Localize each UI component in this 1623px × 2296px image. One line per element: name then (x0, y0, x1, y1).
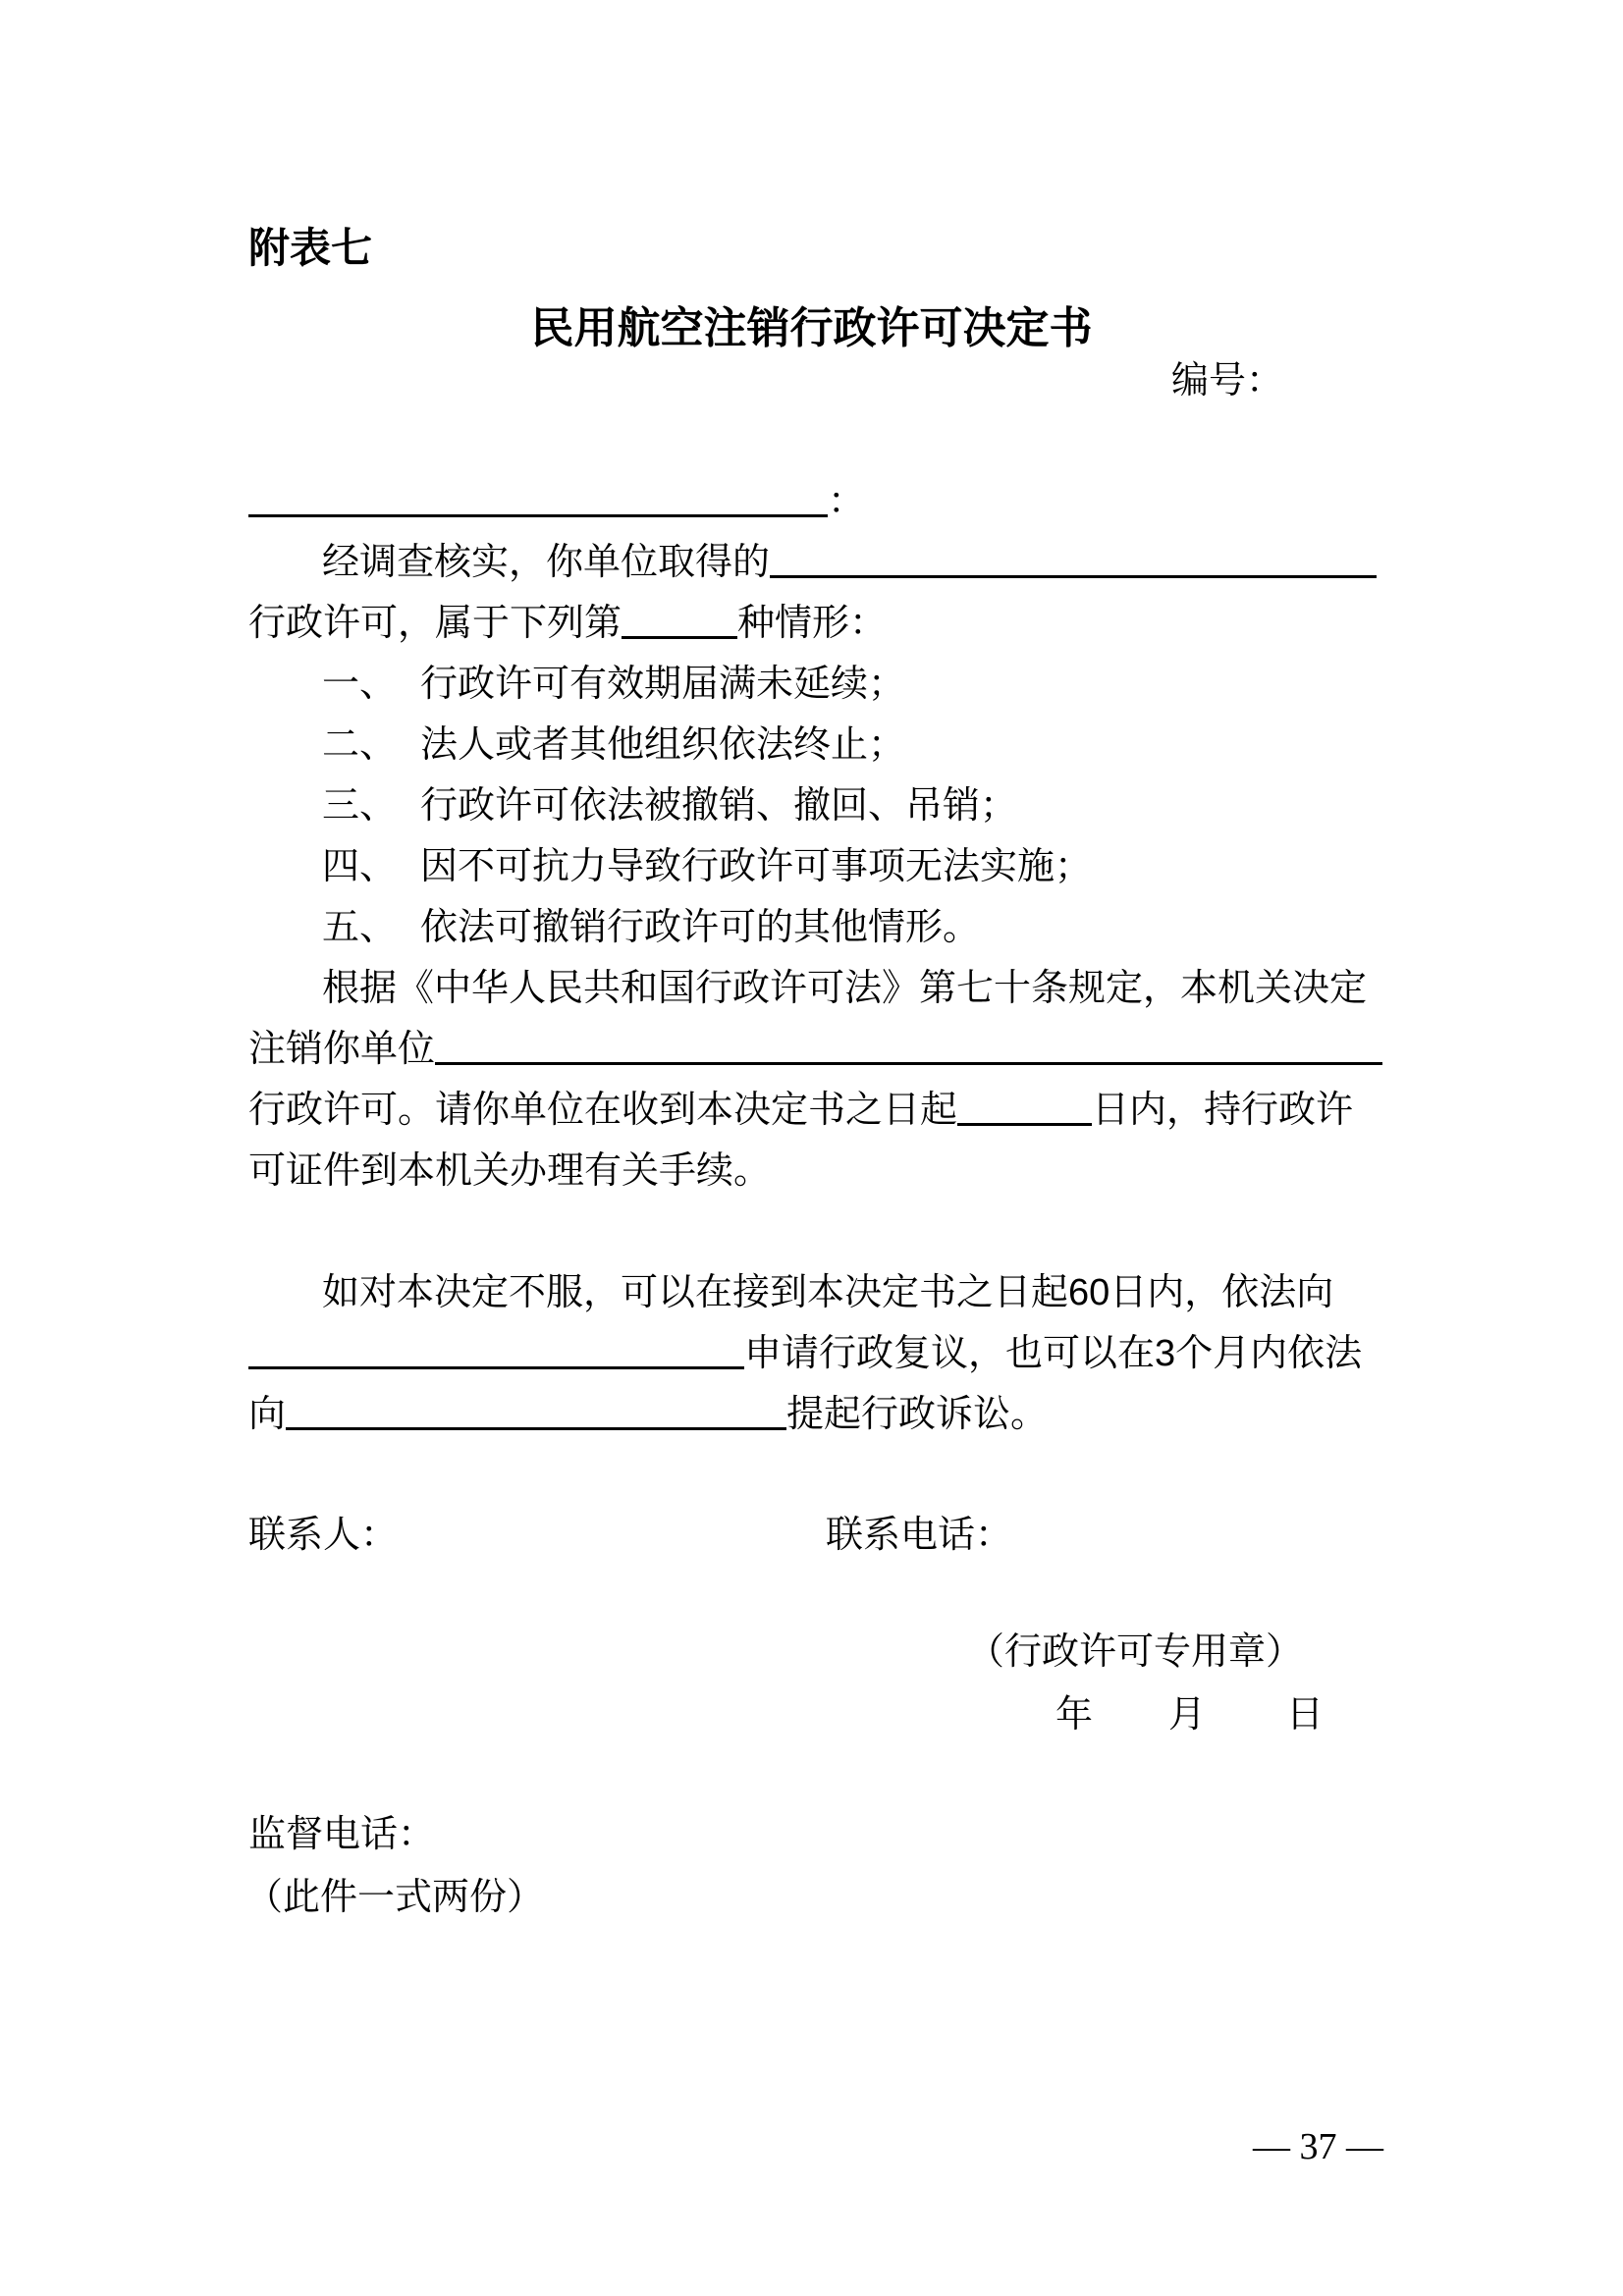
para3-line2 (248, 1331, 1362, 1375)
annex-label: 附表七 (248, 224, 373, 272)
para1-line2-suffix: 种情形： (737, 601, 888, 644)
seal-label: （行政许可专用章） (967, 1629, 1304, 1673)
number-label: 编号： (1171, 358, 1284, 401)
para2-line3-prefix: 行政许可。请你单位在收到本决定书之日起 (248, 1088, 958, 1131)
item-text: 行政许可有效期届满未延续； (420, 662, 906, 705)
addressee-blank[interactable] (248, 481, 828, 517)
item-number: 五、 (322, 905, 398, 948)
para1-prefix: 经调查核实，你单位取得的 (322, 540, 771, 583)
list-item (322, 844, 1092, 887)
para1-line1 (322, 540, 1377, 583)
item-text: 因不可抗力导致行政许可事项无法实施； (420, 844, 1093, 887)
license-name-blank[interactable] (770, 542, 1377, 578)
para2-line3 (248, 1088, 1353, 1131)
situation-number-blank[interactable] (622, 603, 737, 639)
list-item (322, 662, 905, 705)
para3-line3-prefix: 向 (248, 1392, 287, 1435)
item-text: 法人或者其他组织依法终止； (420, 722, 906, 766)
list-item (322, 783, 1017, 827)
list-item (322, 905, 980, 948)
date-month: 月 (1168, 1692, 1207, 1735)
review-authority-blank[interactable] (248, 1333, 744, 1369)
addressee-colon: ： (828, 479, 866, 522)
date-day: 日 (1286, 1692, 1325, 1735)
para2-line4: 可证件到本机关办理有关手续。 (248, 1148, 772, 1192)
court-blank[interactable] (286, 1394, 786, 1430)
days-value: 60 (1068, 1272, 1110, 1313)
para3-line1 (322, 1270, 1333, 1314)
document-title: 民用航空注销行政许可决定书 (530, 303, 1093, 353)
para1-line2 (248, 601, 887, 644)
list-item (322, 722, 905, 766)
cancelled-license-blank[interactable] (435, 1029, 1382, 1065)
contact-person-label: 联系人： (248, 1513, 399, 1556)
para3-line1-b: 日内，依法向 (1109, 1270, 1334, 1313)
item-number: 四、 (322, 844, 398, 887)
copies-note: （此件一式两份） (245, 1875, 545, 1918)
item-text: 依法可撤销行政许可的其他情形。 (420, 905, 981, 948)
para1-line2-prefix: 行政许可，属于下列第 (248, 601, 622, 644)
page-number: — 37 — (1253, 2126, 1383, 2167)
para2-line3-suffix: 日内，持行政许 (1092, 1088, 1354, 1131)
para2-line1: 根据《中华人民共和国行政许可法》第七十条规定，本机关决定 (322, 966, 1368, 1009)
addressee-line (248, 479, 865, 522)
date-year: 年 (1055, 1692, 1094, 1735)
para3-line1-a: 如对本决定不服，可以在接到本决定书之日起 (322, 1270, 1069, 1313)
supervision-phone-label: 监督电话： (248, 1812, 436, 1855)
para3-line3 (248, 1392, 1048, 1435)
item-number: 二、 (322, 722, 398, 766)
item-text: 行政许可依法被撤销、撤回、吊销； (420, 783, 1018, 827)
contact-phone-label: 联系电话： (826, 1513, 1013, 1556)
months-value: 3 (1155, 1333, 1176, 1374)
para3-line2-b: 个月内依法 (1175, 1331, 1363, 1374)
para2-line2-prefix: 注销你单位 (248, 1027, 436, 1070)
days-limit-blank[interactable] (957, 1090, 1092, 1126)
item-number: 三、 (322, 783, 398, 827)
para2-line2 (248, 1027, 1382, 1070)
item-number: 一、 (322, 662, 398, 705)
para3-line2-a: 申请行政复议，也可以在 (744, 1331, 1156, 1374)
para3-line3-suffix: 提起行政诉讼。 (786, 1392, 1049, 1435)
